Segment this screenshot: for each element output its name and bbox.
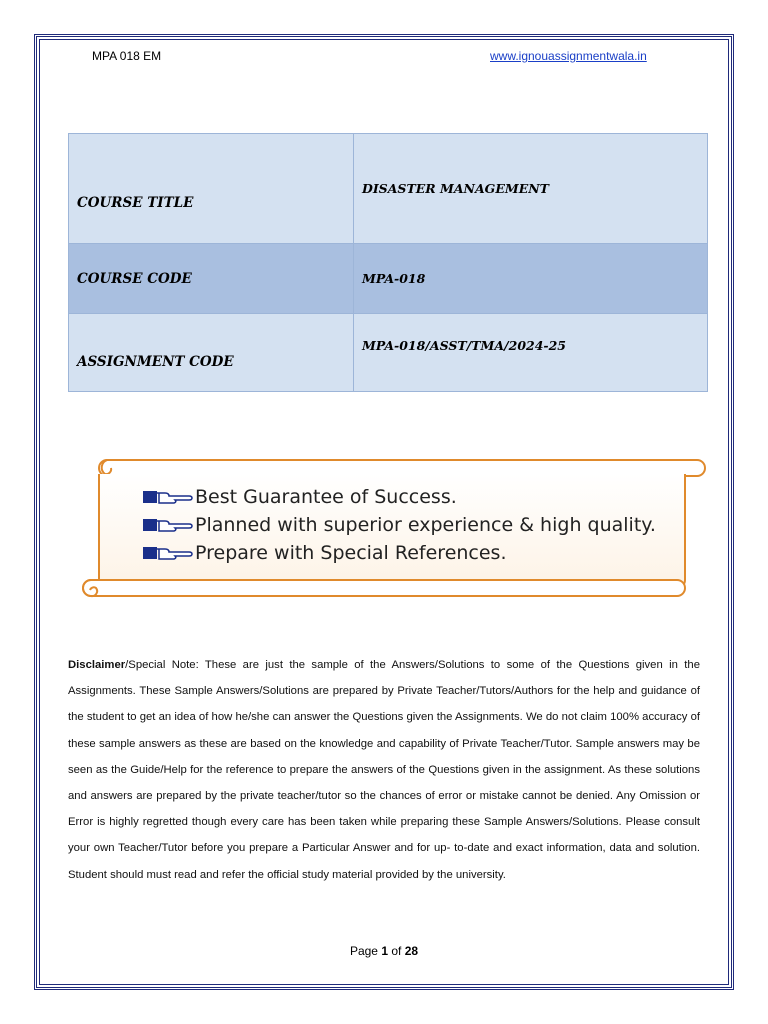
promo-lines bbox=[143, 483, 656, 567]
pointing-hand-icon bbox=[143, 545, 193, 561]
disclaimer-paragraph bbox=[68, 652, 700, 888]
assignment-code-label: ASSIGNMENT CODE bbox=[69, 314, 354, 392]
promo-text: Planned with superior experience & high quality. bbox=[195, 514, 656, 536]
table-row bbox=[69, 314, 708, 392]
table-row bbox=[69, 244, 708, 314]
course-code-value: MPA-018 bbox=[354, 244, 708, 314]
page-of: of bbox=[388, 944, 405, 958]
promo-line bbox=[143, 511, 656, 539]
course-code-label: COURSE CODE bbox=[69, 244, 354, 314]
total-pages: 28 bbox=[404, 944, 419, 958]
promo-text: Prepare with Special References. bbox=[195, 542, 507, 564]
pointing-hand-icon bbox=[143, 489, 193, 505]
promo-text: Best Guarantee of Success. bbox=[195, 486, 457, 508]
page-prefix: Page bbox=[349, 944, 382, 958]
current-page: 1 bbox=[381, 944, 388, 958]
promo-line bbox=[143, 539, 656, 567]
course-title-label: COURSE TITLE bbox=[69, 134, 354, 244]
course-title-value: DISASTER MANAGEMENT bbox=[354, 134, 708, 244]
table-row bbox=[69, 134, 708, 244]
promo-line bbox=[143, 483, 656, 511]
website-link[interactable]: www.ignouassignmentwala.in bbox=[490, 49, 647, 63]
document-code: MPA 018 EM bbox=[92, 49, 162, 63]
page-number bbox=[0, 944, 768, 958]
course-info-table bbox=[68, 133, 708, 392]
promo-scroll-banner bbox=[77, 452, 711, 608]
disclaimer-lead: Disclaimer bbox=[68, 659, 126, 671]
disclaimer-text: /Special Note: These are just the sample of the Answers/Solutions to some of the Questions given in the Assignments. These Sample Answers/Solutions are prepared by Private Teacher/Tutors/Authors for the help and guidance of the student to get an idea of how he/she can answer the Questions given the Assignments. We do not claim 100% accuracy of these sample answers as these are based on the knowledge and capability of Private Teacher/Tutor. Sample answers may be seen as the Guide/Help for the reference to prepare the answers of the Questions given in the assignment. As these solutions and answers are prepared by the private teacher/tutor so the chances of error or mistake cannot be denied. Any Omission or Error is highly regretted though every care has been taken while preparing these Sample Answers/Solutions. Please consult your own Teacher/Tutor before you prepare a Particular Answer and for up- to-date and exact information, data and solution. Student should must read and refer the official study material provided by the university. bbox=[68, 659, 700, 881]
pointing-hand-icon bbox=[143, 517, 193, 533]
assignment-code-value: MPA-018/ASST/TMA/2024-25 bbox=[354, 314, 708, 392]
